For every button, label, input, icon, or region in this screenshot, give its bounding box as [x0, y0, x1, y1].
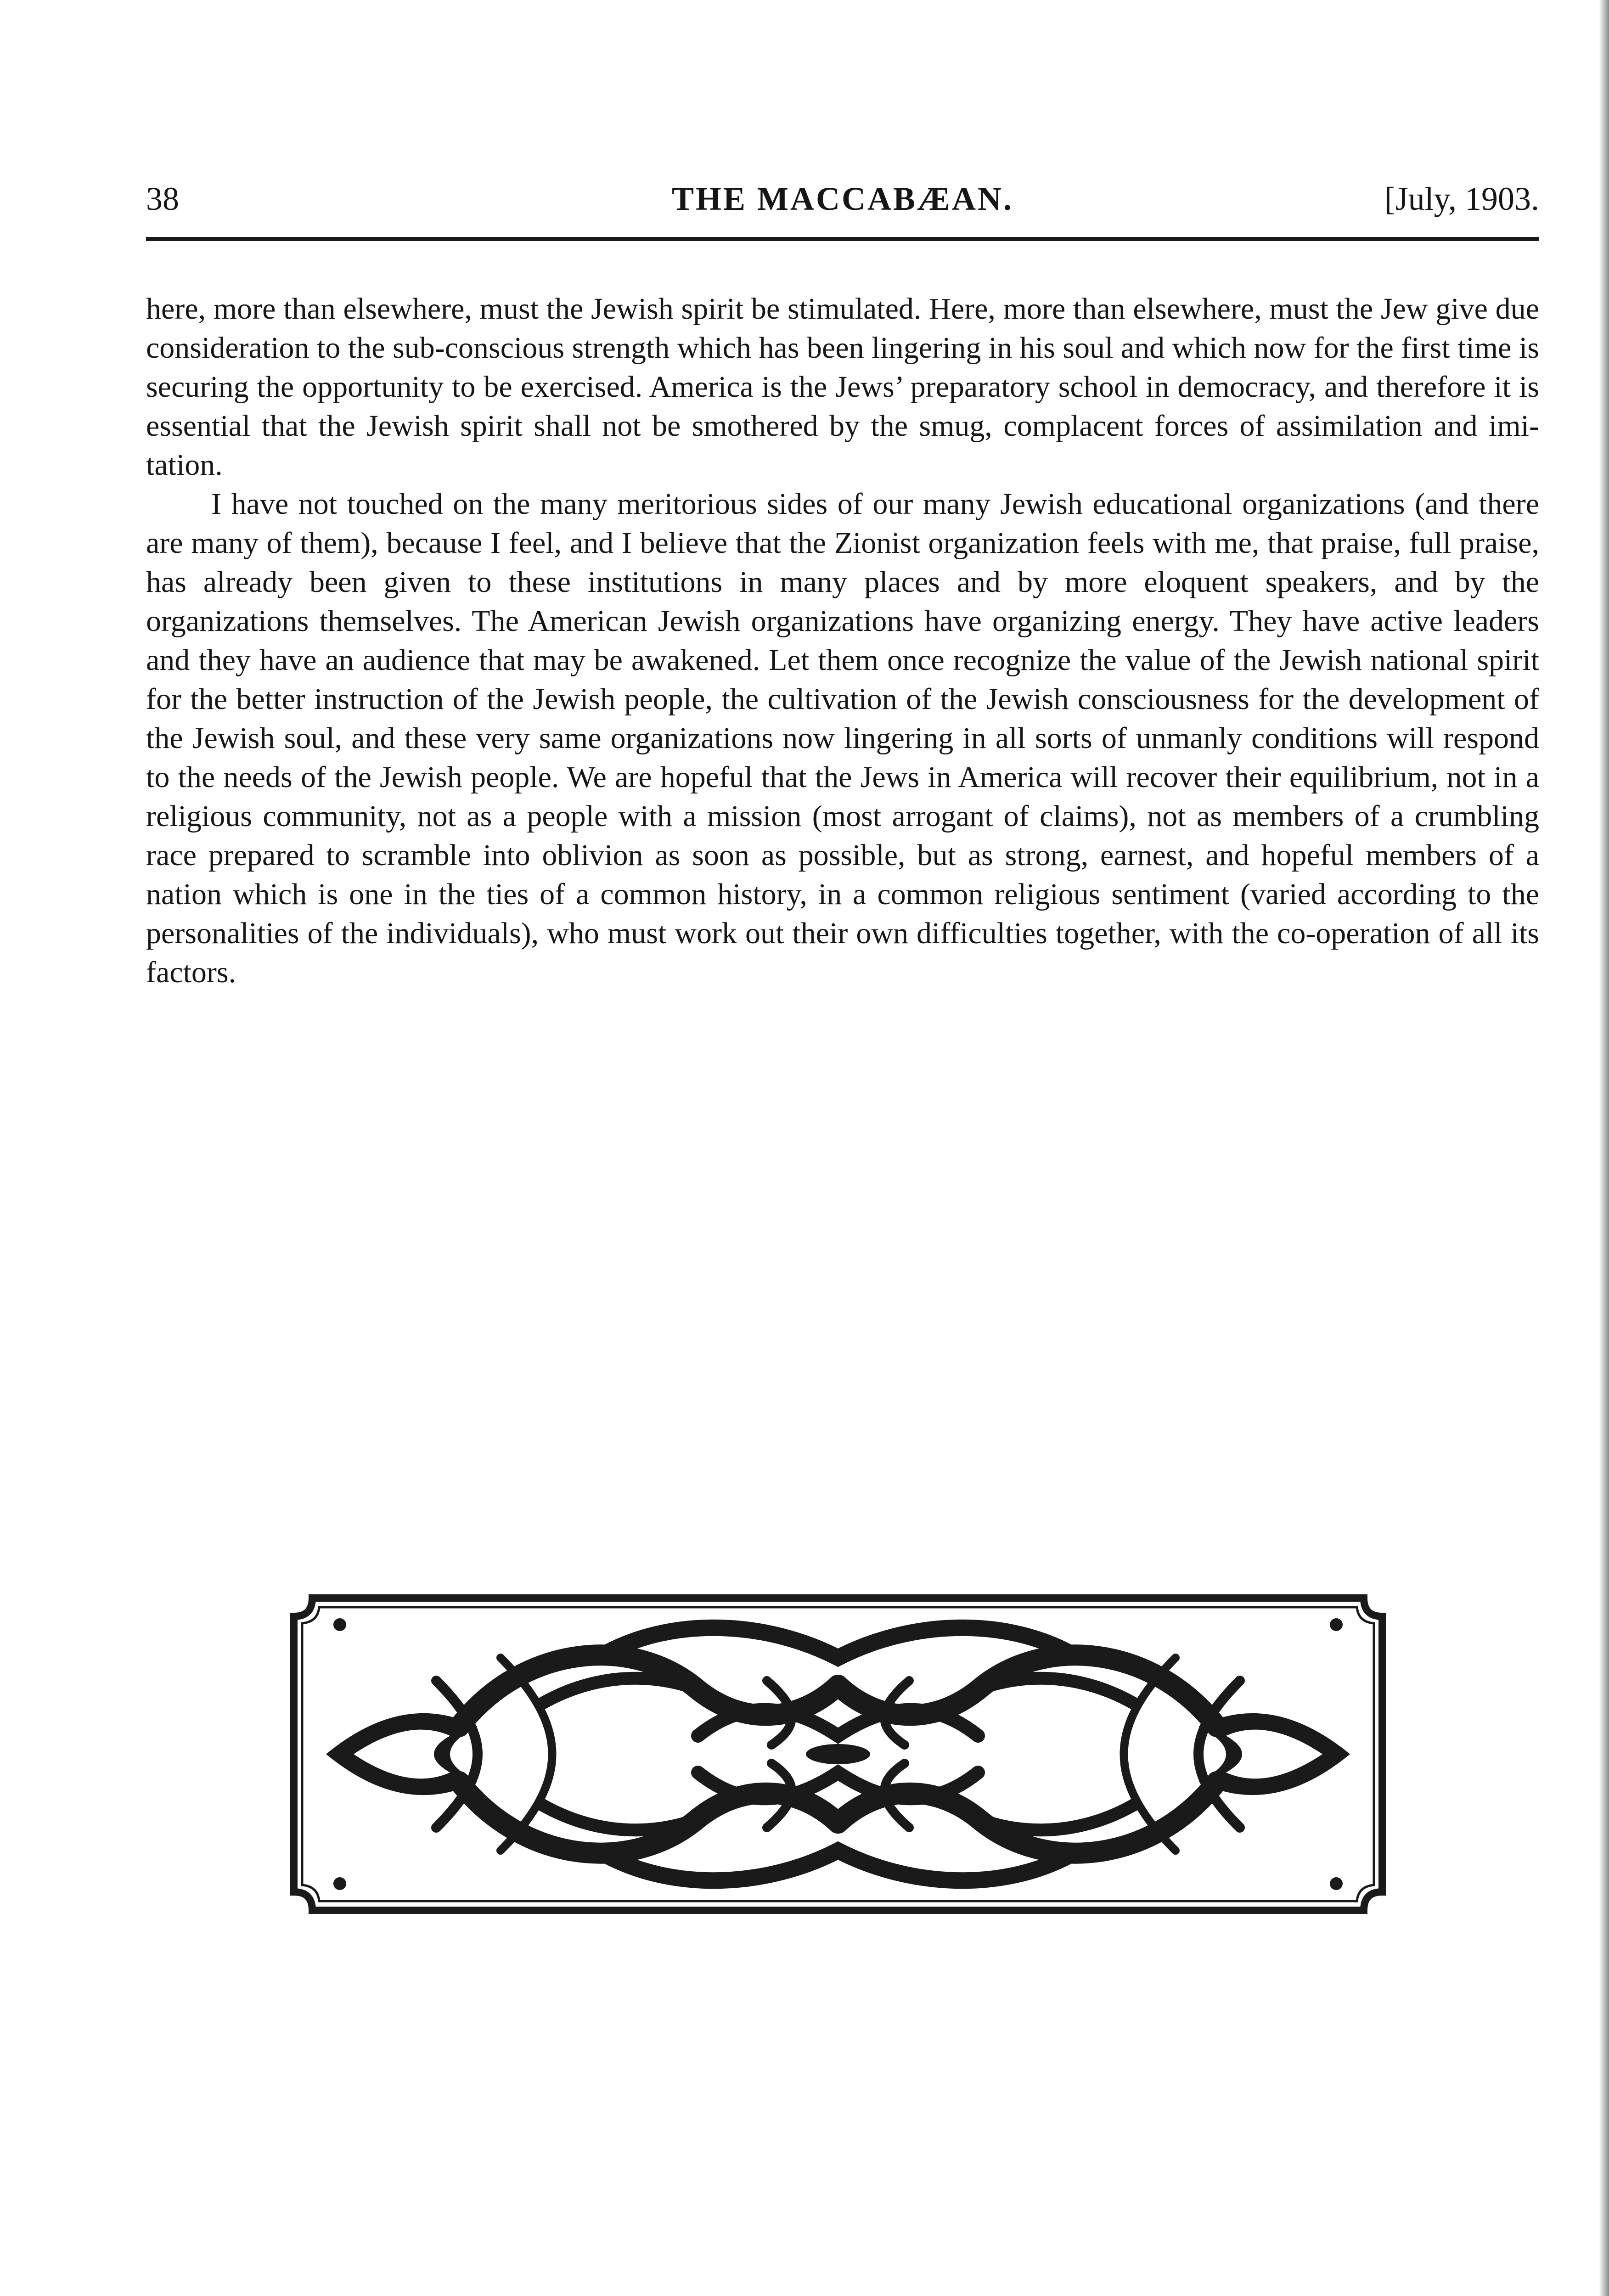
paragraph-1: here, more than elsewhere, must the Jewish spirit be stimulated. Here, more than elsewhere, must the Jew give due consideration to the sub-conscious strength which has been lingering in his soul and which now for the first time is securing the opportunity to be exercised. America is the Jews’ preparatory school in democracy, and therefore it is essential that the Jewish spirit shall not be smothered by the smug, complacent forces of assimilation and imitation. — [146, 292, 1539, 482]
page-number: 38 — [146, 180, 179, 217]
header-rule — [146, 237, 1539, 241]
page-edge-shadow — [1599, 0, 1609, 2296]
decorative-ornament-panel — [285, 1589, 1391, 1919]
issue-date: [July, 1903. — [1384, 180, 1539, 217]
paragraph-2: I have not touched on the many meritorious sides of our many Jewish educational organizations (and there are many of them), because I feel, and I believe that the Zionist organization feels with me, that praise, full praise, has already been given to these institutions in many places and by more eloquent speakers, and by the organizations themselves. The American Jewish organizations have organizing energy. They have active leaders and they have an audience that may be awakened. Let them once recognize the value of the Jewish national spirit for the better instruction of the Jewish people, the cultivation of the Jewish consciousness for the development of the Jewish soul, and these very same organizations now lingering in all sorts of unmanly conditions will respond to the needs of the Jewish people. We are hopeful that the Jews in America will recover their equilibrium, not in a religious community, not as a people with a mission (most arrogant of claims), not as members of a crumbling race prepared to scramble into oblivion as soon as possible, but as strong, earnest, and hopeful members of a nation which is one in the ties of a common history, in a common religious sentiment (varied according to the personalities of the individuals), who must work out their own difficulties together, with the co-operation of all its factors. — [146, 487, 1539, 989]
journal-title: THE MACCABÆAN. — [671, 180, 1013, 217]
article-body — [146, 289, 1539, 992]
running-header — [146, 180, 1539, 231]
